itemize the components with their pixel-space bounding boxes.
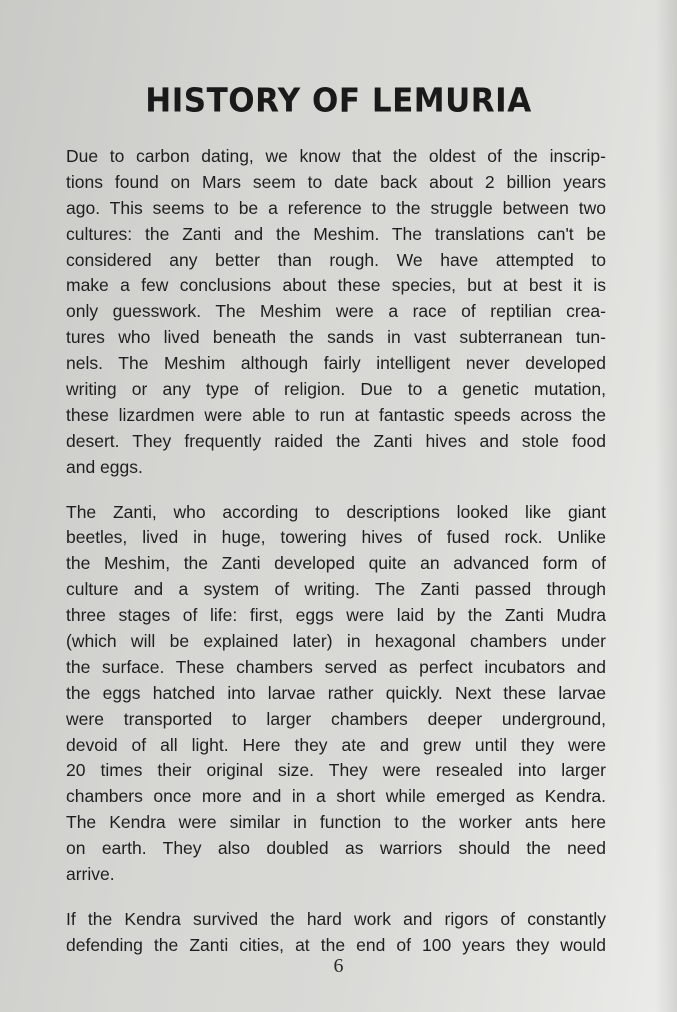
paragraph-3 bbox=[66, 907, 606, 959]
text-line: Due to carbon dating, we know that the oldest of the inscrip- bbox=[66, 146, 606, 166]
text-line: If the Kendra survived the hard work and rigors of constantly bbox=[66, 908, 606, 929]
page-title: HISTORY OF LEMURIA bbox=[145, 82, 532, 120]
text-line: The Kendra were similar in function to the worker ants here bbox=[66, 812, 606, 833]
text-line: three stages of life: first, eggs were laid by the Zanti Mudra bbox=[66, 605, 606, 626]
text-line: writing or any type of religion. Due to a genetic mutation, bbox=[66, 379, 606, 400]
text-line: tions found on Mars seem to date back about 2 billion years bbox=[66, 171, 606, 192]
text-line: the Meshim, the Zanti developed quite an advanced form of bbox=[66, 553, 606, 574]
text-line: 20 times their original size. They were resealed into larger bbox=[66, 760, 606, 781]
text-line: The Zanti, who according to descriptions looked like giant bbox=[66, 501, 606, 522]
paragraph-2 bbox=[66, 500, 606, 888]
text-line: chambers once more and in a short while emerged as Kendra. bbox=[66, 786, 606, 807]
text-line: only guesswork. The Meshim were a race of reptilian crea- bbox=[66, 301, 606, 322]
text-line: the eggs hatched into larvae rather quickly. Next these larvae bbox=[66, 682, 606, 703]
text-line: ago. This seems to be a reference to the struggle between two bbox=[66, 197, 606, 218]
text-line: (which will be explained later) in hexagonal chambers under bbox=[66, 631, 606, 652]
text-line: desert. They frequently raided the Zanti hives and stole food bbox=[66, 430, 606, 451]
text-line: devoid of all light. Here they ate and grew until they were bbox=[66, 734, 606, 755]
text-line: cultures: the Zanti and the Meshim. The translations can't be bbox=[66, 223, 606, 244]
text-line: the surface. These chambers served as perfect incubators and bbox=[66, 656, 606, 677]
page-edge-shadow bbox=[655, 0, 677, 1012]
body-text bbox=[66, 144, 606, 978]
text-line: defending the Zanti cities, at the end of 100 years they would bbox=[66, 934, 606, 955]
text-line: arrive. bbox=[66, 864, 115, 885]
text-line: tures who lived beneath the sands in vast subterranean tun- bbox=[66, 327, 606, 348]
text-line: beetles, lived in huge, towering hives of fused rock. Unlike bbox=[66, 527, 606, 548]
text-line: nels. The Meshim although fairly intelligent never developed bbox=[66, 353, 606, 374]
text-line: on earth. They also doubled as warriors should the need bbox=[66, 838, 606, 859]
text-line: make a few conclusions about these species, but at best it is bbox=[66, 275, 606, 296]
text-line: these lizardmen were able to run at fantastic speeds across the bbox=[66, 404, 606, 425]
text-line: culture and a system of writing. The Zanti passed through bbox=[66, 579, 606, 600]
text-line: considered any better than rough. We have attempted to bbox=[66, 249, 606, 270]
text-line: were transported to larger chambers deeper underground, bbox=[66, 708, 606, 729]
paragraph-1 bbox=[66, 144, 606, 481]
page-number: 6 bbox=[333, 955, 344, 977]
text-line: and eggs. bbox=[66, 456, 143, 477]
